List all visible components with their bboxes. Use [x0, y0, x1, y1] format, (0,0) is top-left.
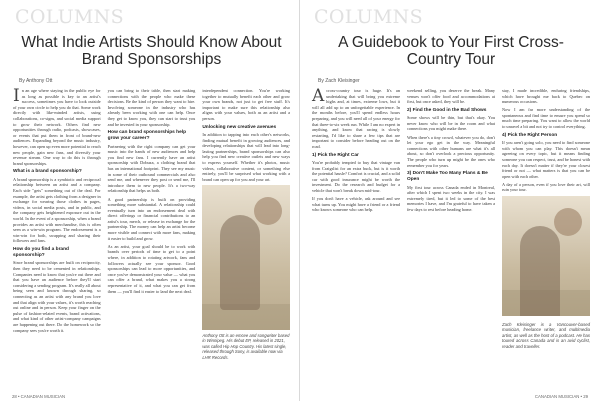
drop-cap: I	[13, 86, 20, 106]
section-label: COLUMNS	[314, 6, 423, 28]
paragraph: My first tour across Canada ended in Montreal, after which I spent two weeks in the city. I was extremely tired, but it led to some of the best memories I have, and I'm grateful to have taken a few days to rest before heading home.	[407, 184, 495, 212]
subheading: 4) Pick the Right Person	[502, 132, 558, 138]
author-bio: Zach Kleisinger is a Vancouver-based musician, freelance writer, and multimedia artist, as well as the host of a podcast. He has toured across Canada and is an avid cyclist, reader and traveller.	[502, 321, 590, 349]
paragraph: If you don't have a vehicle, ask around and see what turns up. You might have a friend or a friend who knows someone who can help.	[312, 196, 400, 213]
section-label: COLUMNS	[15, 6, 124, 28]
page-footer: CANADIAN MUSICIAN • 29	[534, 394, 588, 399]
page-footer: 28 • CANADIAN MUSICIAN	[12, 394, 66, 399]
paragraph: interdependent connection. You're working together to mutually benefit each other and grow your own brands, not just to get free stuff. It's important to make sure this relationship also aligns with your values, both as an artist and a person.	[202, 88, 291, 121]
article-column-text	[202, 88, 290, 182]
paragraph: A day of a person, even if you love their art, will ruin your tour.	[502, 181, 590, 193]
byline: By Anthony Ott	[19, 78, 53, 84]
paragraph: you can bring to their table, then start making connections with the people who make these decisions. Be the kind of person they want to hire. Involving someone in the industry who has already been working with one can help. Once they get to know you, they can start to trust you and be invested in your sponsorship.	[107, 88, 196, 127]
subheading: How can brand sponsorships help grow your career?	[107, 130, 187, 142]
paragraph: In addition to tapping into each other's networks, finding mutual benefit in growing audiences, and developing relationships that will lead into long-lasting partnerships, brand sponsorships can also help you find new creative outlets and new ways to express yourself. Whether it's photos, music videos, collaborative content, or something else entirely, you'll be surprised what working with a brand can open up for you and your art.	[202, 132, 291, 182]
article-headline: What Indie Artists Should Know About Brand Sponsorships	[21, 34, 282, 68]
paragraph: Now I am far more understanding of the spontaneous and find time to ensure you spend so much time preparing. You want to allow the world to unravel a bit and not try to control everything.	[502, 107, 590, 130]
paragraph: In an age where staying in the public eye for as long as possible is key to an artist's success, sometimes you have to look outside of your own circle to help you do that. Some work directly with like-minded artists, using collaborations, co-signs, and social media support to grow their network. Others find new opportunities through radio, podcasts, showcases, or events that put them in front of brand-new audiences. Expanding beyond the music industry, however, can open up even more potential to reach new people, gain new fans, and diversify your revenue stream. One way to do this is through brand sponsorships.	[13, 86, 101, 166]
paragraph: As an artist, your goal should be to work with brands over periods of time to get to a point where, in addition to rotating artwork, fans and followers actually see your sponsor. Good sponsorships can lead to more opportunities, and once you've demonstrated your value — what you can offer a brand, what makes you a strong representative of it, and what you can get from them — you'll find it easier to land the next deal.	[107, 243, 196, 294]
right-page	[300, 0, 600, 401]
paragraph: A brand sponsorship is a symbiotic and reciprocal relationship between an artist and a company. Each side "gets" something out of the deal. For example, the artist gets clothing from a designer in exchange for wearing those clothes in pages, videos, in social media posts, and in public, and the company gets heightened exposure out in the world. In the event of a sponsorship, when a brand provides an artist with merchandise, this is often seen as a win-win program. The endorsement is a win-win for both, swapping and sharing their followers and fans.	[13, 176, 101, 244]
article-column	[108, 88, 196, 360]
paragraph: Some shows will be thin, but that's okay. You never know who will be in the room and what connections you might make there.	[407, 115, 495, 132]
paragraph: stay, I made incredible, enduring friendships, which have brought me back to Quebec on numerous occasions.	[502, 88, 590, 105]
article-columns	[13, 88, 290, 360]
byline: By Zach Kleisinger	[318, 78, 360, 84]
subheading: How do you find a brand sponsorship?	[13, 246, 69, 258]
paragraph: A good partnership is built on providing something more substantial. A relationship could eventually turn into an endorsement deal with direct offerings or financial contributions to an artist's tour, merch, or release in exchange for the partnership. The money can help an artist become more visible and connect with more fans, making it easier to build and grow.	[107, 196, 196, 241]
subheading: Unlocking new creative avenues	[202, 124, 277, 130]
author-photo	[202, 185, 290, 330]
subheading: 3) Don't Make Too Many Plans & Be Open	[407, 171, 488, 183]
drop-cap: A	[312, 86, 325, 106]
article-columns	[312, 88, 590, 349]
paragraph: You're probably tempted to buy that vintage van from Craigslist for an extra buck, but is it worth the potential hassle? Comfort is crucial, and a solid car with good insurance might be worth the investment. Do the research and budget for a vehicle that won't break down mid-tour.	[312, 160, 400, 193]
article-column	[13, 88, 101, 360]
paragraph: weekend selling, you deserve the break. Many venues won't offer food and accommodations at first, but once asked, they will be.	[407, 88, 495, 105]
article-column	[202, 88, 290, 360]
article-headline: A Guidebook to Your First Cross-Country Tour	[338, 34, 564, 68]
author-caption: Anthony Ott is an emcee and songwriter based in Winnipeg. His debut EP, released in 2021, was called Hip Hop Country. His latest single, released through Sony, is available now via LHR Records.	[202, 332, 290, 360]
paragraph: A cross-country tour is huge. It's an undertaking that will bring you extreme highs and, at times, extreme lows, but it will all add up to an unforgettable experience. In the months before, you'll spend endless hours preparing, and you will need all of your energy for that three-to-six week run. While I am no expert in anything, and know that racing is slowly restarting, I'd like to share a few tips that are important to consider before heading out on the road.	[312, 86, 400, 149]
paragraph: Partnering with the right company can get your music into the hands of new audiences and help you find new fans. I currently have an artist sponsorship with Dobuza, a clothing brand that has an international footprint. They see my music in some of their outbound commercials and also send me, and whenever they post or send me, I'll introduce them to new people. It's a two-way relationship that helps us both.	[107, 143, 196, 194]
article-column	[312, 88, 400, 349]
article-column	[407, 88, 495, 349]
paragraph: If you aren't going solo, you need to find someone with whom you can play. This doesn't mean agreeing on every topic, but it means finding someone you can respect, trust, and be honest with each day. It doesn't matter if they're your closest friend or not — what matters is that you can be open with each other.	[502, 140, 590, 179]
paragraph: When there's a tiny crowd, whatever you do, don't let your ego get in the way. Meaningful connections with other humans are what it's all about, so don't overlook a precious opportunity. The people who turn up might be the ones who remember you for years.	[407, 134, 495, 168]
paragraph: Since brand sponsorships are built on reciprocity, then they need to be cemented in relationships. Companies need to know that you're out there and that you have an audience before they'll start considering a sending program. It's really all about being seen and known through sharing, so connecting as an artist with any brand you love and that align with your values, it's worth reaching out online and in person. Keep your finger on the pulse of fashion-related events, brand activations, and what kind of other artist-company campaigns are happening out there. Do the homework so the company sees you're worth it.	[13, 260, 101, 333]
subheading: 1) Pick the Right Car	[312, 152, 359, 158]
author-photo	[502, 196, 590, 316]
article-column-text	[502, 88, 590, 193]
article-column	[502, 88, 590, 349]
subheading: What is a brand sponsorship?	[13, 169, 82, 175]
subheading: 2) Find the Good in the Bad Shows	[407, 107, 487, 113]
